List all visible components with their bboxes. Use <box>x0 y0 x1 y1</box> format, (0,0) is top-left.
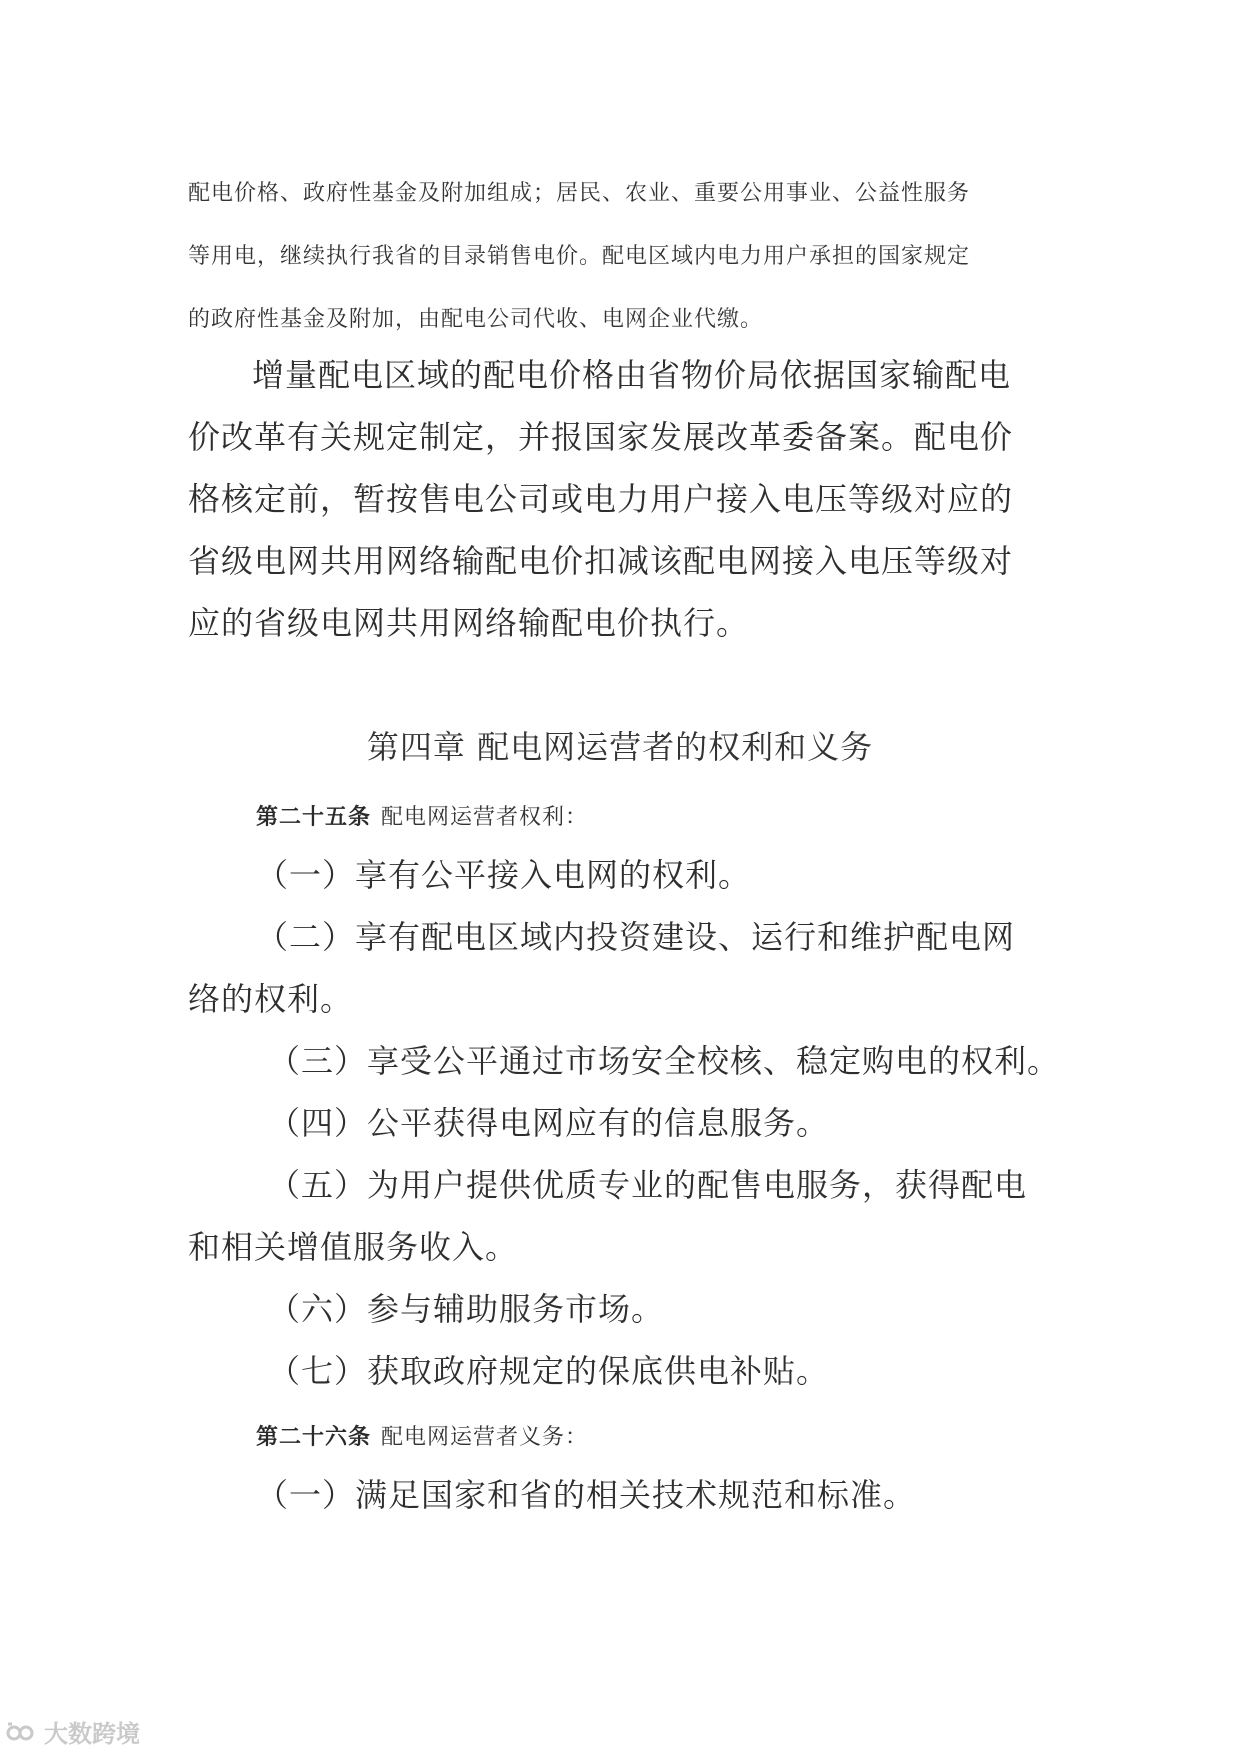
right-item-1: （一）享有公平接入电网的权利。 <box>256 856 752 894</box>
article-text: 配电网运营者权利： <box>381 805 589 830</box>
right-item-2-cont: 络的权利。 <box>188 980 354 1018</box>
right-item-7: （七）获取政府规定的保底供电补贴。 <box>268 1352 830 1390</box>
intro-line: 配电价格、政府性基金及附加组成；居民、农业、重要公用事业、公益性服务 <box>188 181 971 206</box>
duty-item-1: （一）满足国家和省的相关技术规范和标准。 <box>256 1476 917 1514</box>
pricing-line: 增量配电区域的配电价格由省物价局依据国家输配电 <box>252 356 1012 394</box>
right-item-3: （三）享受公平通过市场安全校核、稳定购电的权利。 <box>268 1042 1061 1080</box>
watermark <box>6 1714 140 1749</box>
pricing-line: 省级电网共用网络输配电价扣减该配电网接入电压等级对 <box>188 542 1014 580</box>
article-number: 第二十六条 <box>256 1425 372 1450</box>
right-item-5: （五）为用户提供优质专业的配售电服务，获得配电 <box>268 1166 1028 1204</box>
pricing-paragraph <box>188 344 1068 654</box>
pricing-line: 格核定前，暂按售电公司或电力用户接入电压等级对应的 <box>188 480 1014 518</box>
right-item-2: （二）享有配电区域内投资建设、运行和维护配电网 <box>256 918 1016 956</box>
article-26-heading <box>256 1420 588 1451</box>
article-number: 第二十五条 <box>256 805 372 830</box>
intro-paragraph <box>188 162 1068 351</box>
intro-line: 等用电，继续执行我省的目录销售电价。配电区域内电力用户承担的国家规定 <box>188 244 971 269</box>
article-25-heading <box>256 800 588 831</box>
article-text: 配电网运营者义务： <box>381 1425 589 1450</box>
pricing-line: 价改革有关规定制定，并报国家发展改革委备案。配电价 <box>188 418 1014 456</box>
right-item-4: （四）公平获得电网应有的信息服务。 <box>268 1104 830 1142</box>
chapter-title: 第四章 配电网运营者的权利和义务 <box>366 728 874 766</box>
intro-line: 的政府性基金及附加，由配电公司代收、电网企业代缴。 <box>188 307 764 332</box>
pricing-line: 应的省级电网共用网络输配电价执行。 <box>188 604 750 642</box>
right-item-6: （六）参与辅助服务市场。 <box>268 1290 665 1328</box>
watermark-logo-icon <box>6 1720 40 1744</box>
right-item-5-cont: 和相关增值服务收入。 <box>188 1228 519 1266</box>
watermark-text: 大数跨境 <box>44 1720 140 1748</box>
